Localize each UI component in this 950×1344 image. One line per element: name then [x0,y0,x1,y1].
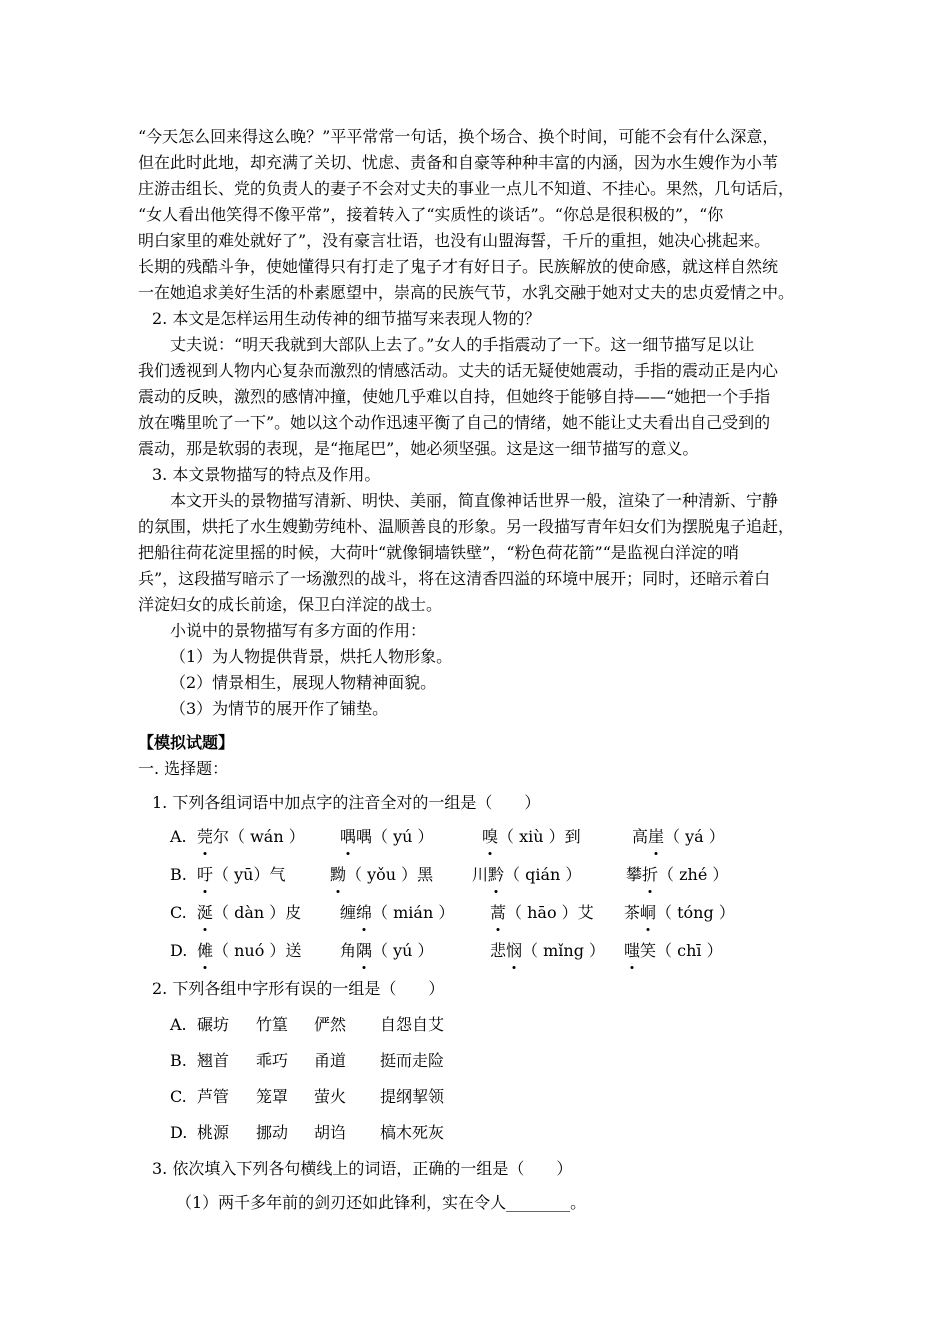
dotted-char: 嗅 [482,824,498,850]
option-word: 萤火 [314,1087,347,1106]
analysis-p3-line-3: 把船往荷花淀里摇的时候，大荷叶“就像铜墙铁壁”，“粉色荷花箭”“是监视白洋淀的哨 [138,543,739,562]
analysis-p3-line-1: 本文开头的景物描写清新、明快、美丽，简直像神话世界一般，渲染了一种清新、宁静 [170,491,779,510]
dotted-char: 嗤 [624,938,640,964]
option-item: 黝（ yǒu ）黑 [330,862,433,888]
quiz-q3-stem: 3. 依次填入下列各句横线上的词语，正确的一组是（ ） [152,1159,573,1178]
dotted-char: 傩 [197,938,213,964]
option-item: 喁喁（ yú ） [340,824,434,850]
option-word: 自怨自艾 [380,1015,445,1034]
analysis-p2-line-5: 震动，那是软弱的表现，是“拖尾巴”，她必须坚强。这是这一细节描写的意义。 [138,439,699,458]
option-item: 傩（ nuó ）送 [197,938,301,964]
analysis-p2-line-2: 我们透视到人物内心复杂而激烈的情感活动。丈夫的话无疑使她震动，手指的震动正是内心 [138,361,779,380]
option-word: 提纲挈领 [380,1087,445,1106]
quiz-part1-heading: 一. 选择题： [138,759,229,778]
dotted-char: 悯 [506,938,522,964]
option-item: 茶峒（ tóng ） [624,900,735,926]
dotted-char: 折 [642,862,658,888]
quiz-q2-stem: 2. 下列各组中字形有误的一组是（ ） [152,979,445,998]
option-word: 俨然 [314,1015,347,1034]
option-word: 甬道 [314,1051,347,1070]
option-word: 乖巧 [256,1051,289,1070]
quiz-header: 【模拟试题】 [138,733,235,752]
analysis-p1-line-5: 明白家里的难处就好了”，没有豪言壮语，也没有山盟海誓，千斤的重担，她决心挑起来。 [138,231,771,250]
option-letter: A. [170,827,187,846]
option-item: 莞尔（ wán ） [197,824,305,850]
option-item: 悲悯（ mǐng ） [490,938,605,964]
analysis-role-1: （1）为人物提供背景，烘托人物形象。 [170,647,453,666]
option-item: 吁（ yū）气 [197,862,285,888]
option-item: 涎（ dàn ）皮 [197,900,301,926]
quiz-q3-sentence-1: （1）两千多年前的剑刃还如此锋利，实在令人________。 [176,1193,587,1212]
option-letter: B. [170,1051,187,1070]
dotted-char: 黔 [488,862,504,888]
dotted-char: 绵 [356,900,372,926]
dotted-char: 涎 [197,900,213,926]
option-item: 攀折（ zhé ） [626,862,728,888]
analysis-p2-line-1: 丈夫说：“明天我就到大部队上去了。”女人的手指震动了一下。这一细节描写足以让 [170,335,755,354]
option-word: 挺而走险 [380,1051,445,1070]
option-word: 桃源 [197,1123,230,1142]
analysis-p2-line-3: 震动的反映，激烈的感情冲撞，使她几乎难以自持，但她终于能够自持——“她把一个手指 [138,387,771,406]
analysis-p1-line-6: 长期的残酷斗争，使她懂得只有打走了鬼子才有好日子。民族解放的使命感，就这样自然统 [138,257,779,276]
option-letter: D. [170,1123,188,1142]
option-item: 嗤笑（ chī ） [624,938,723,964]
option-letter: B. [170,865,187,884]
analysis-p1-line-1: “今天怎么回来得这么晚？”平平常常一句话，换个场合、换个时间，可能不会有什么深意， [138,127,779,146]
quiz-q1-stem: 1. 下列各组词语中加点字的注音全对的一组是（ ） [152,793,541,812]
option-item: 蒿（ hāo ）艾 [490,900,594,926]
option-letter: A. [170,1015,187,1034]
analysis-p1-line-7: 一在她追求美好生活的朴素愿望中，崇高的民族气节，水乳交融于她对丈夫的忠贞爱情之中。 [138,283,795,302]
analysis-p3-line-5: 洋淀妇女的成长前途，保卫白洋淀的战士。 [138,595,443,614]
option-item: 角隅（ yú ） [340,938,434,964]
option-item: 嗅（ xiù ）到 [482,824,581,850]
analysis-p1-line-3: 庄游击组长、党的负责人的妻子不会对丈夫的事业一点儿不知道、不挂心。果然，几句话后， [138,179,795,198]
dotted-char: 隅 [356,938,372,964]
option-word: 碾坊 [197,1015,230,1034]
option-item: 高崖（ yá ） [632,824,725,850]
option-letter: D. [170,941,188,960]
analysis-p3-line-2: 的氛围，烘托了水生嫂勤劳纯朴、温顺善良的形象。另一段描写青年妇女们为摆脱鬼子追赶， [138,517,795,536]
option-word: 芦管 [197,1087,230,1106]
analysis-p1-line-2: 但在此时此地，却充满了关切、忧虑、责备和自豪等种种丰富的内涵，因为水生嫂作为小苇 [138,153,779,172]
option-word: 笼罩 [256,1087,289,1106]
option-word: 槁木死灰 [380,1123,445,1142]
analysis-q2-heading: 2. 本文是怎样运用生动传神的细节描写来表现人物的？ [152,309,541,328]
option-letter: C. [170,1087,187,1106]
analysis-role-2: （2）情景相生，展现人物精神面貌。 [170,673,437,692]
dotted-char: 崖 [648,824,664,850]
option-word: 挪动 [256,1123,289,1142]
option-word: 翘首 [197,1051,230,1070]
dotted-char: 峒 [640,900,656,926]
analysis-q3-heading: 3. 本文景物描写的特点及作用。 [152,465,381,484]
analysis-p4: 小说中的景物描写有多方面的作用： [170,621,427,640]
option-item: 川黔（ qián ） [472,862,581,888]
dotted-char: 吁 [197,862,213,888]
option-word: 竹篁 [256,1015,289,1034]
dotted-char: 蒿 [490,900,506,926]
analysis-p1-line-4: “女人看出他笑得不像平常”，接着转入了“实质性的谈话”。“你总是很积极的”，“你 [138,205,724,224]
dotted-char: 黝 [330,862,346,888]
option-letter: C. [170,903,187,922]
dotted-char: 莞 [197,824,213,850]
analysis-role-3: （3）为情节的展开作了铺垫。 [170,699,389,718]
dotted-char: 喁 [340,824,356,850]
analysis-p3-line-4: 兵”，这段描写暗示了一场激烈的战斗，将在这清香四溢的环境中展开；同时，还暗示着白 [138,569,771,588]
analysis-p2-line-4: 放在嘴里吮了一下”。她以这个动作迅速平衡了自己的情绪，她不能让丈夫看出自己受到的 [138,413,771,432]
option-item: 缠绵（ mián ） [340,900,454,926]
option-word: 胡诌 [314,1123,347,1142]
